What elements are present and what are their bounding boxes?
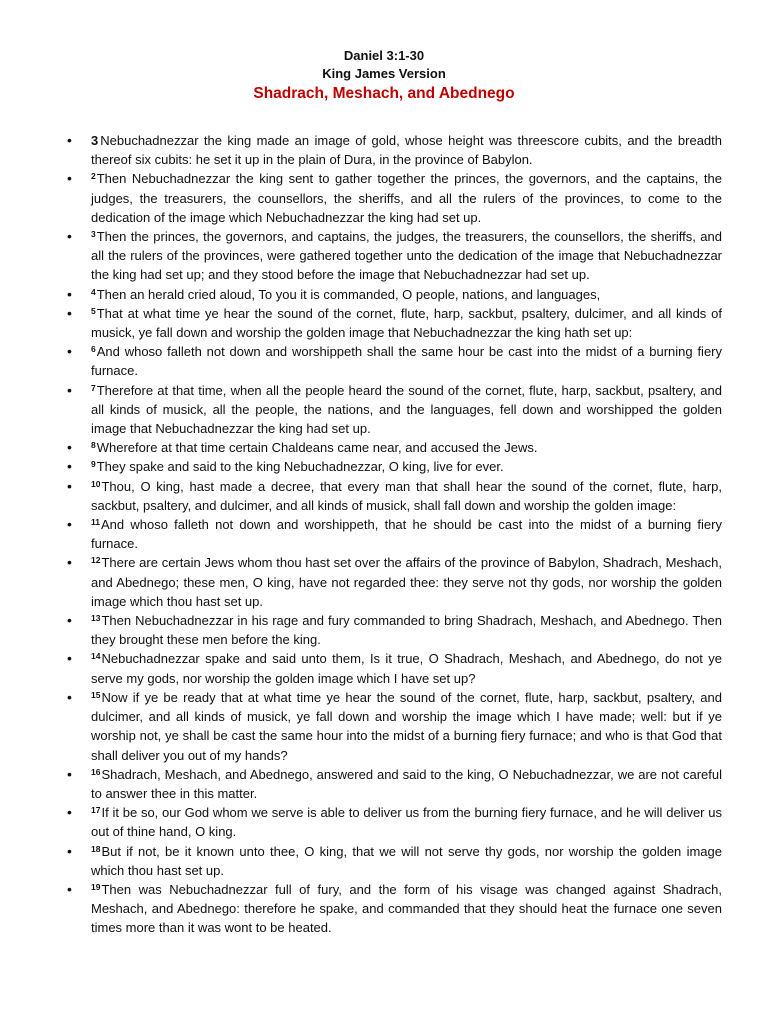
- verse-text: Then Nebuchadnezzar in his rage and fury commanded to bring Shadrach, Meshach, and Abednego. Then they brought these men before the king.: [91, 613, 722, 648]
- verse-number: 6: [91, 344, 96, 355]
- verse-number: 7: [91, 382, 96, 393]
- verse-number: 4: [91, 286, 96, 297]
- verse-text: Nebuchadnezzar the king made an image of gold, whose height was threescore cubits, and the breadth thereof six cubits: he set it up in the plain of Dura, in the province of Babylon.: [91, 133, 722, 168]
- verse-number: 14: [91, 651, 101, 662]
- verse-number: 15: [91, 689, 101, 700]
- scripture-reference: Daniel 3:1-30: [343, 48, 425, 63]
- verse-text: That at what time ye hear the sound of the cornet, flute, harp, sackbut, psaltery, dulcimer, and all kinds of musick, ye fall down and worship the golden image that Nebuchadnezzar the king hath set up:: [91, 305, 722, 341]
- verse-number: 18: [91, 843, 101, 854]
- document-header: [0, 47, 768, 105]
- verse-text: And whoso falleth not down and worshippeth, that he should be cast into the midst of a burning fiery furnace.: [91, 517, 722, 552]
- verse-text: Then Nebuchadnezzar the king sent to gather together the princes, the governors, and the captains, the judges, the treasurers, the counsellors, the sheriffs, and all the rulers of the provinces, to come to the dedication of the image which Nebuchadnezzar the king had set up.: [91, 171, 722, 225]
- verse-number: 12: [91, 555, 101, 566]
- verse-text: There are certain Jews whom thou hast set over the affairs of the province of Babylon, Shadrach, Meshach, and Abednego; these men, O king, have not regarded thee: they serve not thy gods, nor worship the golden image which thou hast set up.: [91, 555, 722, 609]
- verse-text: If it be so, our God whom we serve is able to deliver us from the burning fiery furnace, and he will deliver us out of thine hand, O king.: [91, 805, 722, 840]
- verse-text: Then an herald cried aloud, To you it is commanded, O people, nations, and languages,: [96, 286, 601, 302]
- verse-item: [91, 515, 722, 553]
- verse-text: They spake and said to the king Nebuchadnezzar, O king, live for ever.: [96, 459, 504, 475]
- bible-version: King James Version: [322, 66, 446, 81]
- passage-title: Shadrach, Meshach, and Abednego: [253, 85, 515, 102]
- verse-item: [91, 304, 722, 342]
- verse-item: [91, 381, 722, 439]
- verse-item: [91, 553, 722, 611]
- verse-item: [91, 457, 722, 476]
- verse-item: [91, 342, 722, 380]
- verse-item: [91, 131, 722, 169]
- verse-item: [91, 803, 722, 841]
- verse-number: 8: [91, 440, 96, 451]
- verse-item: [91, 438, 722, 457]
- verse-item: [91, 477, 722, 515]
- verse-number: 11: [91, 517, 100, 528]
- verse-number: 10: [91, 478, 101, 489]
- verse-item: [91, 227, 722, 285]
- verse-text: And whoso falleth not down and worshippeth shall the same hour be cast into the midst of a burning fiery furnace.: [91, 344, 722, 379]
- verse-text: Then was Nebuchadnezzar full of fury, and the form of his visage was changed against Shadrach, Meshach, and Abednego: therefore he spake, and commanded that they should heat the furnace one seven times more than it was wont to be heated.: [91, 881, 722, 936]
- verse-number: 19: [91, 881, 101, 892]
- verse-text: Then the princes, the governors, and captains, the judges, the treasurers, the counsellors, the sheriffs, and all the rulers of the provinces, were gathered together unto the dedication of the image that Nebuchadnezzar the king had set up; and they stood before the image that Nebuchadnezzar had set up.: [91, 229, 722, 283]
- verse-text: Thou, O king, hast made a decree, that every man that shall hear the sound of the cornet, flute, harp, sackbut, psaltery, and dulcimer, and all kinds of musick, shall fall down and worship the golden image:: [91, 478, 722, 513]
- verse-item: [91, 169, 722, 227]
- verse-item: [91, 649, 722, 687]
- verse-text: But if not, be it known unto thee, O king, that we will not serve thy gods, nor worship the golden image which thou hast set up.: [91, 843, 722, 878]
- verse-number: 13: [91, 613, 101, 624]
- verse-item: [91, 611, 722, 649]
- verse-list: [0, 131, 722, 938]
- verse-number: 17: [91, 805, 101, 816]
- verse-item: [91, 285, 722, 304]
- verse-number: 5: [91, 305, 96, 316]
- verse-number: 3: [91, 133, 99, 148]
- verse-text: Now if ye be ready that at what time ye hear the sound of the cornet, flute, harp, sackbut, psaltery, and dulcimer, and all kinds of musick, ye fall down and worship the image which I have made; well: but if ye worship not, ye shall be cast the same hour into the midst of a burning fiery furnace; and who is that God that shall deliver you out of my hands?: [91, 689, 722, 763]
- verse-text: Wherefore at that time certain Chaldeans came near, and accused the Jews.: [96, 440, 538, 456]
- verse-number: 16: [91, 766, 101, 777]
- verse-item: [91, 765, 722, 803]
- verse-item: [91, 842, 722, 880]
- verse-item: [91, 688, 722, 765]
- verse-number: 2: [91, 171, 96, 182]
- verse-text: Therefore at that time, when all the people heard the sound of the cornet, flute, harp, sackbut, psaltery, and all kinds of musick, all the people, the nations, and the languages, fell down and worshipped the golden image that Nebuchadnezzar the king had set up.: [91, 382, 722, 437]
- verse-item: [91, 880, 722, 938]
- verse-number: 3: [91, 229, 96, 240]
- verse-text: Nebuchadnezzar spake and said unto them, Is it true, O Shadrach, Meshach, and Abednego, do not ye serve my gods, nor worship the golden image which I have set up?: [91, 651, 722, 686]
- verse-number: 9: [91, 459, 96, 470]
- verse-text: Shadrach, Meshach, and Abednego, answered and said to the king, O Nebuchadnezzar, we are not careful to answer thee in this matter.: [91, 766, 722, 801]
